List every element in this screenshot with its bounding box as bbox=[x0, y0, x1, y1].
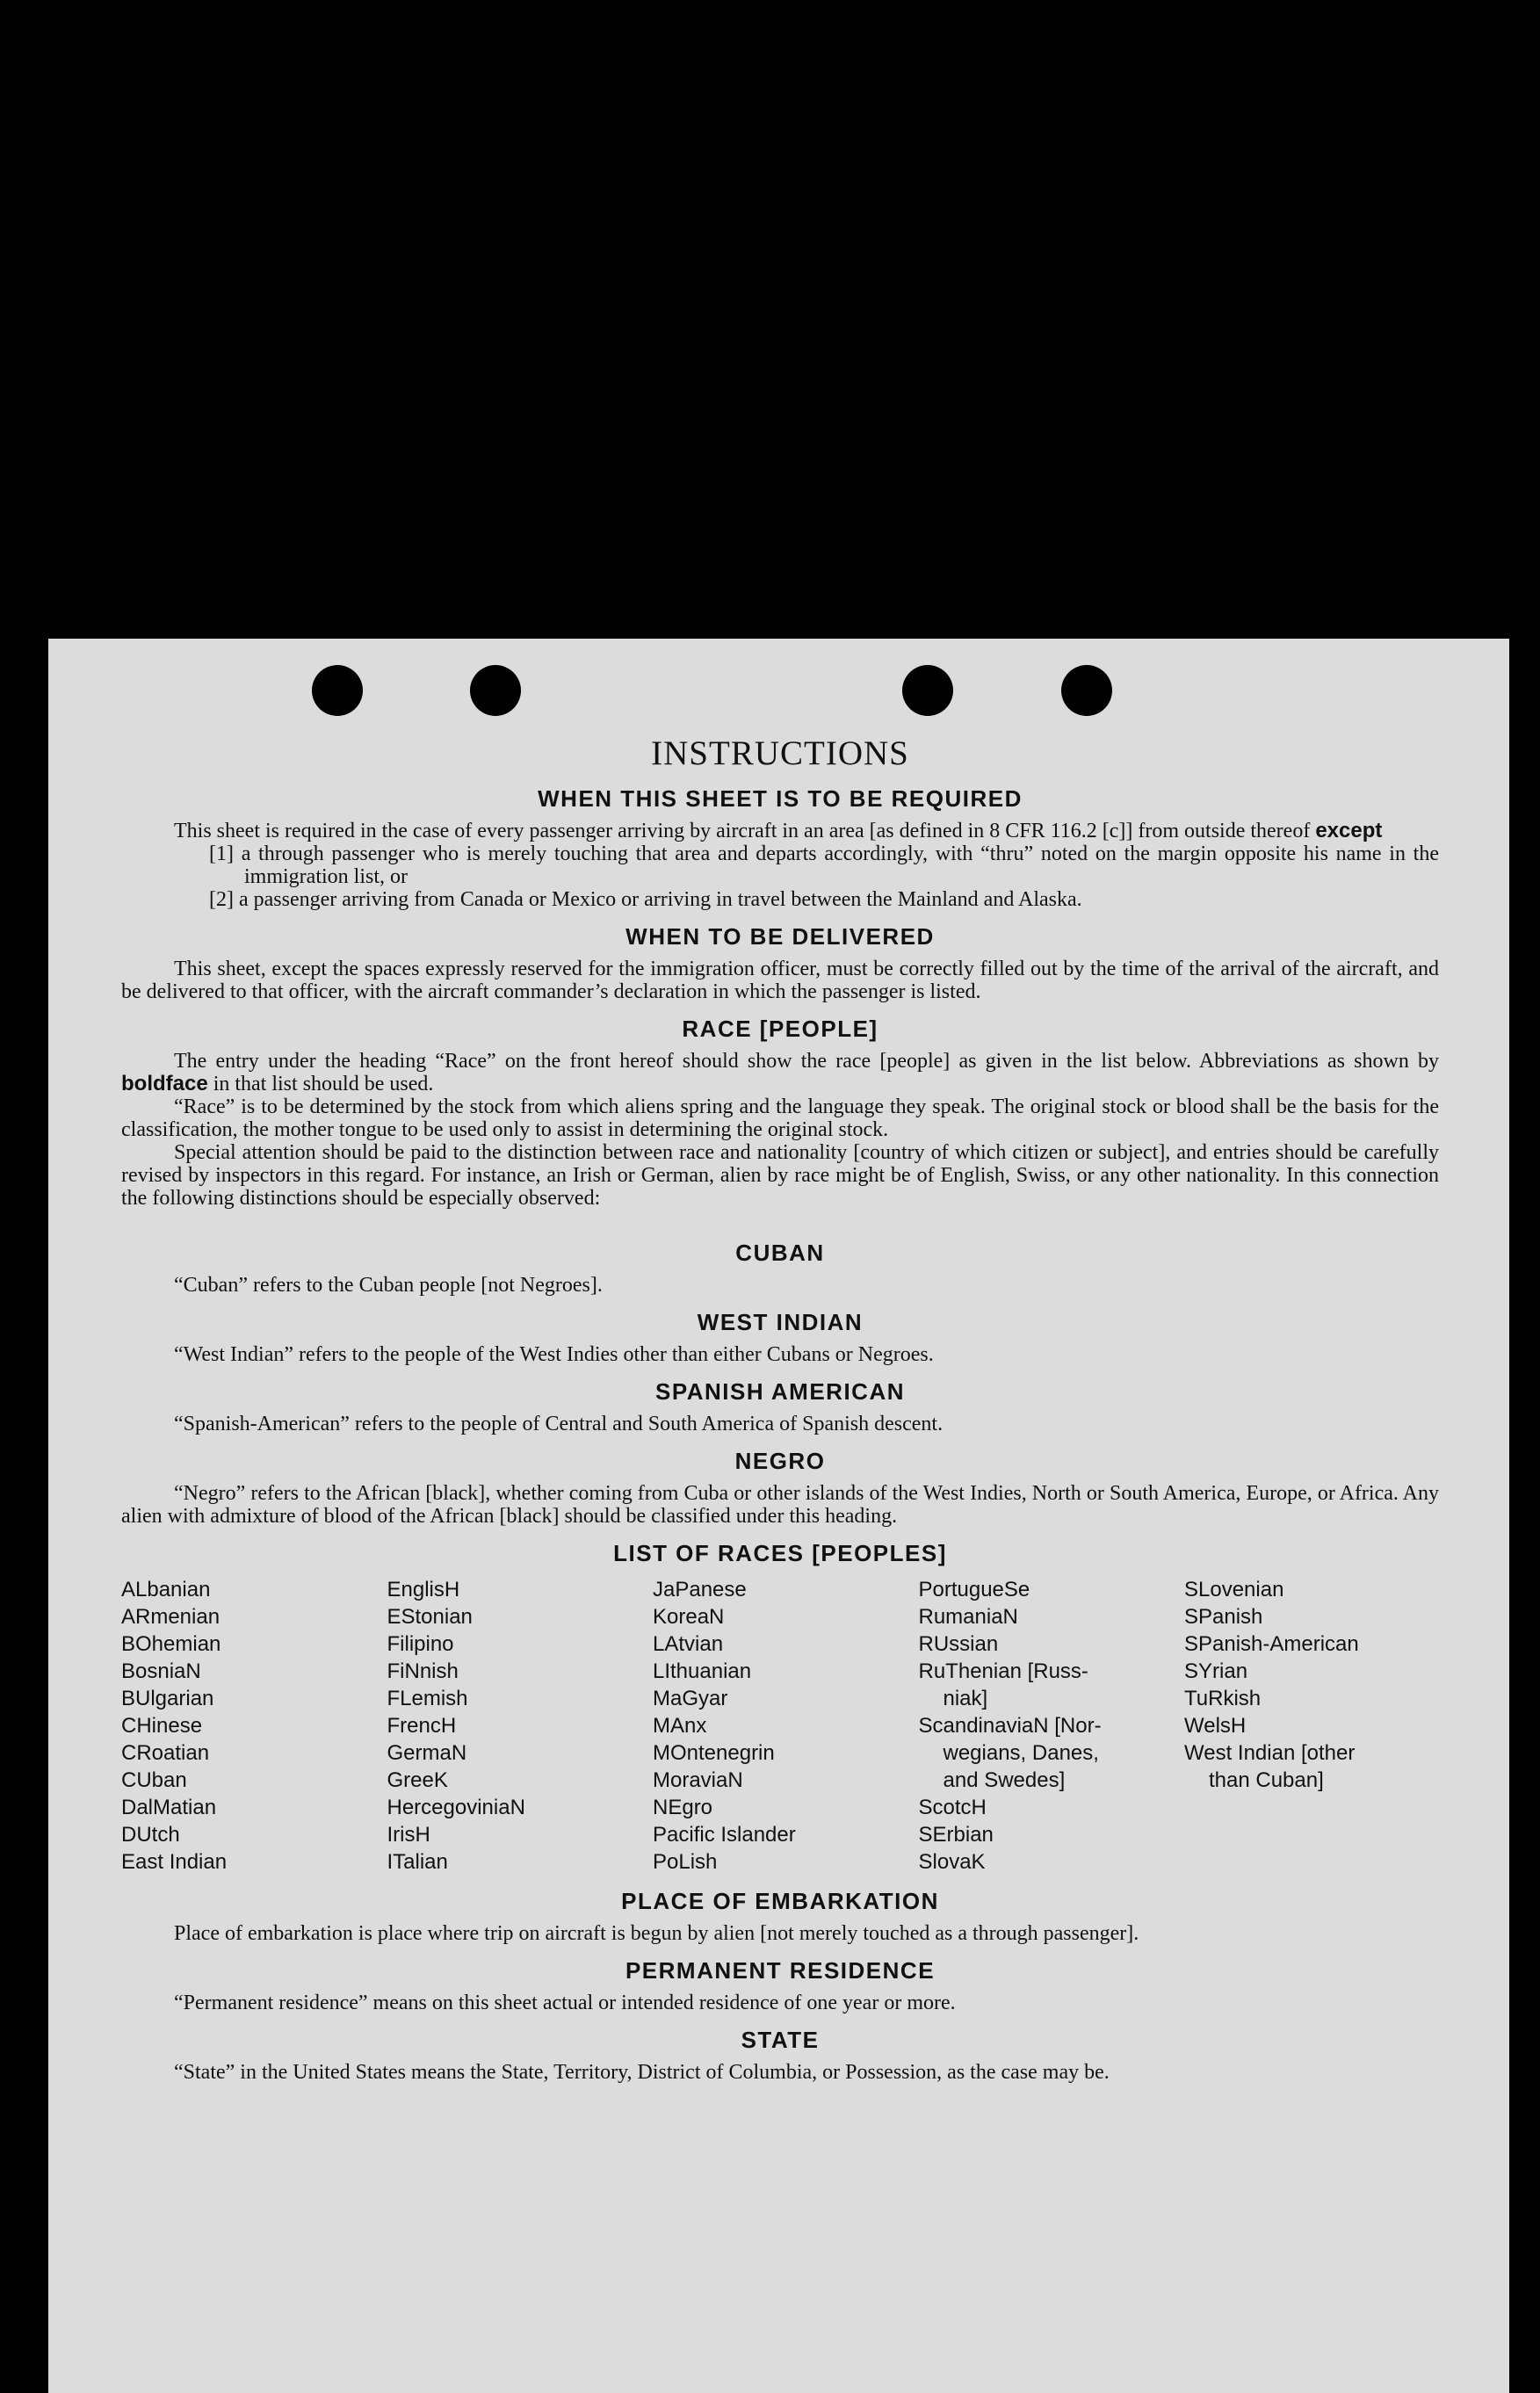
race-entry: West Indian [other bbox=[1184, 1741, 1356, 1765]
race-entry: GreeK bbox=[387, 1768, 448, 1792]
race-entry-continued: and Swedes] bbox=[943, 1768, 1066, 1792]
punch-hole bbox=[1061, 665, 1112, 716]
cuban-text: “Cuban” refers to the Cuban people [not Negroes]. bbox=[174, 1274, 603, 1297]
race-entry: PortugueSe bbox=[918, 1578, 1030, 1601]
races-column-2 bbox=[387, 1576, 642, 1876]
race-entry: FiNnish bbox=[387, 1659, 459, 1683]
race-entry: JaPanese bbox=[653, 1578, 747, 1601]
race-entry: FrencH bbox=[387, 1714, 457, 1738]
race-entry: LAtvian bbox=[653, 1632, 724, 1656]
race-entry: CUban bbox=[121, 1768, 187, 1792]
race-entry: RumaniaN bbox=[918, 1605, 1018, 1629]
section-heading-cuban: CUBAN bbox=[735, 1240, 825, 1266]
punch-hole bbox=[470, 665, 521, 716]
state-text: “State” in the United States means the State, Territory, District of Columbia, or Possession, as the case may be. bbox=[174, 2061, 1110, 2084]
section-heading-required: WHEN THIS SHEET IS TO BE REQUIRED bbox=[538, 785, 1023, 812]
punch-hole bbox=[312, 665, 363, 716]
race-entry: GermaN bbox=[387, 1741, 467, 1765]
west-indian-text: “West Indian” refers to the people of the West Indies other than either Cubans or Negroes. bbox=[174, 1343, 934, 1366]
races-column-1 bbox=[121, 1576, 376, 1876]
race-entry: ScotcH bbox=[918, 1796, 987, 1819]
race-entry: MAnx bbox=[653, 1714, 707, 1738]
section-heading-west-indian: WEST INDIAN bbox=[697, 1309, 864, 1335]
required-item-1: [1] a through passenger who is merely touching that area and departs accordingly, with “thru” noted on the margin opposite his name in the immigration list, or bbox=[209, 842, 1439, 888]
race-entry: PoLish bbox=[653, 1850, 718, 1874]
negro-text: “Negro” refers to the African [black], whether coming from Cuba or other islands of the West Indies, North or South America, Europe, or Africa. Any alien with admixture of blood of the African [black] should be classified under this heading. bbox=[121, 1482, 1439, 1528]
embarkation-text: Place of embarkation is place where trip on aircraft is begun by alien [not merely touched as a through passenger]. bbox=[174, 1922, 1139, 1945]
section-heading-list: LIST OF RACES [PEOPLES] bbox=[613, 1540, 947, 1566]
race-entry: ScandinaviaN [Nor- bbox=[918, 1714, 1102, 1738]
race-entry: BosniaN bbox=[121, 1659, 201, 1683]
race-paragraph-1: The entry under the heading “Race” on the front hereof should show the race [people] as given in the list below. Abbreviations as shown by boldface in that list should be used. bbox=[121, 1050, 1439, 1095]
race-entry: WelsH bbox=[1184, 1714, 1247, 1738]
race-entry: Pacific Islander bbox=[653, 1823, 796, 1847]
residence-text: “Permanent residence” means on this sheet actual or intended residence of one year or more. bbox=[174, 1992, 956, 2014]
race-entry: BUlgarian bbox=[121, 1687, 214, 1710]
race-entry: DUtch bbox=[121, 1823, 180, 1847]
race-entry: HercegoviniaN bbox=[387, 1796, 525, 1819]
race-entry: RuThenian [Russ- bbox=[918, 1659, 1088, 1683]
race-entry: Filipino bbox=[387, 1632, 454, 1656]
section-heading-delivered: WHEN TO BE DELIVERED bbox=[625, 923, 935, 950]
race-entry: KoreaN bbox=[653, 1605, 725, 1629]
race-entry: FLemish bbox=[387, 1687, 468, 1710]
race-entry: SYrian bbox=[1184, 1659, 1248, 1683]
punch-hole bbox=[902, 665, 953, 716]
document-body bbox=[121, 734, 1439, 2084]
race-entry: RUssian bbox=[918, 1632, 999, 1656]
section-heading-embarkation: PLACE OF EMBARKATION bbox=[621, 1888, 939, 1914]
race-entry: SlovaK bbox=[918, 1850, 986, 1874]
race-entry-continued: wegians, Danes, bbox=[943, 1741, 1099, 1765]
section-heading-race: RACE [PEOPLE] bbox=[682, 1016, 878, 1042]
required-item-2: [2] a passenger arriving from Canada or Mexico or arriving in travel between the Mainland and Alaska. bbox=[209, 888, 1082, 911]
section-heading-residence: PERMANENT RESIDENCE bbox=[625, 1957, 936, 1984]
race-entry: MoraviaN bbox=[653, 1768, 743, 1792]
race-entry: ARmenian bbox=[121, 1605, 221, 1629]
race-entry: TuRkish bbox=[1184, 1687, 1262, 1710]
race-entry: IrisH bbox=[387, 1823, 430, 1847]
race-entry: MOntenegrin bbox=[653, 1741, 775, 1765]
section-heading-state: STATE bbox=[741, 2027, 820, 2053]
race-entry: CHinese bbox=[121, 1714, 203, 1738]
races-list bbox=[121, 1576, 1439, 1876]
races-column-5 bbox=[1184, 1576, 1439, 1876]
race-paragraph-2: “Race” is to be determined by the stock from which aliens spring and the language they speak. The original stock or blood shall be the basis for the classification, the mother tongue to be used only to assist in determining the original stock. bbox=[121, 1095, 1439, 1141]
race-entry: EStonian bbox=[387, 1605, 473, 1629]
race-entry: SErbian bbox=[918, 1823, 994, 1847]
section-heading-negro: NEGRO bbox=[734, 1448, 826, 1474]
race-entry: SPanish-American bbox=[1184, 1632, 1359, 1656]
race-entry: NEgro bbox=[653, 1796, 713, 1819]
race-entry: LIthuanian bbox=[653, 1659, 752, 1683]
races-column-4 bbox=[919, 1576, 1174, 1876]
race-entry: East Indian bbox=[121, 1850, 228, 1874]
race-entry: DalMatian bbox=[121, 1796, 217, 1819]
required-intro: This sheet is required in the case of every passenger arriving by aircraft in an area [as defined in 8 CFR 116.2 [c]] from outside thereof except bbox=[174, 819, 1383, 842]
race-entry: EnglisH bbox=[387, 1578, 460, 1601]
section-heading-spanish-american: SPANISH AMERICAN bbox=[654, 1378, 905, 1405]
delivered-text: This sheet, except the spaces expressly reserved for the immigration officer, must be correctly filled out by the time of the arrival of the aircraft, and be delivered to that officer, with the aircraft commander’s declaration in which the passenger is listed. bbox=[121, 958, 1439, 1003]
races-column-3 bbox=[653, 1576, 907, 1876]
race-entry-continued: than Cuban] bbox=[1209, 1768, 1324, 1792]
document-sheet bbox=[48, 639, 1509, 2393]
spanish-american-text: “Spanish-American” refers to the people of Central and South America of Spanish descent. bbox=[174, 1413, 944, 1435]
race-entry: BOhemian bbox=[121, 1632, 221, 1656]
race-entry: ALbanian bbox=[121, 1578, 211, 1601]
race-entry: SLovenian bbox=[1184, 1578, 1284, 1601]
race-entry-continued: niak] bbox=[943, 1687, 988, 1710]
race-paragraph-3: Special attention should be paid to the distinction between race and nationality [country of which citizen or subject], and entries should be carefully revised by inspectors in this regard. For instance, an Irish or German, alien by race might be of English, Swiss, or any other nationality. In this connection the following distinctions should be especially observed: bbox=[121, 1141, 1439, 1210]
race-entry: SPanish bbox=[1184, 1605, 1263, 1629]
document-title: INSTRUCTIONS bbox=[651, 734, 909, 772]
race-entry: CRoatian bbox=[121, 1741, 210, 1765]
race-entry: ITalian bbox=[387, 1850, 448, 1874]
race-entry: MaGyar bbox=[653, 1687, 728, 1710]
